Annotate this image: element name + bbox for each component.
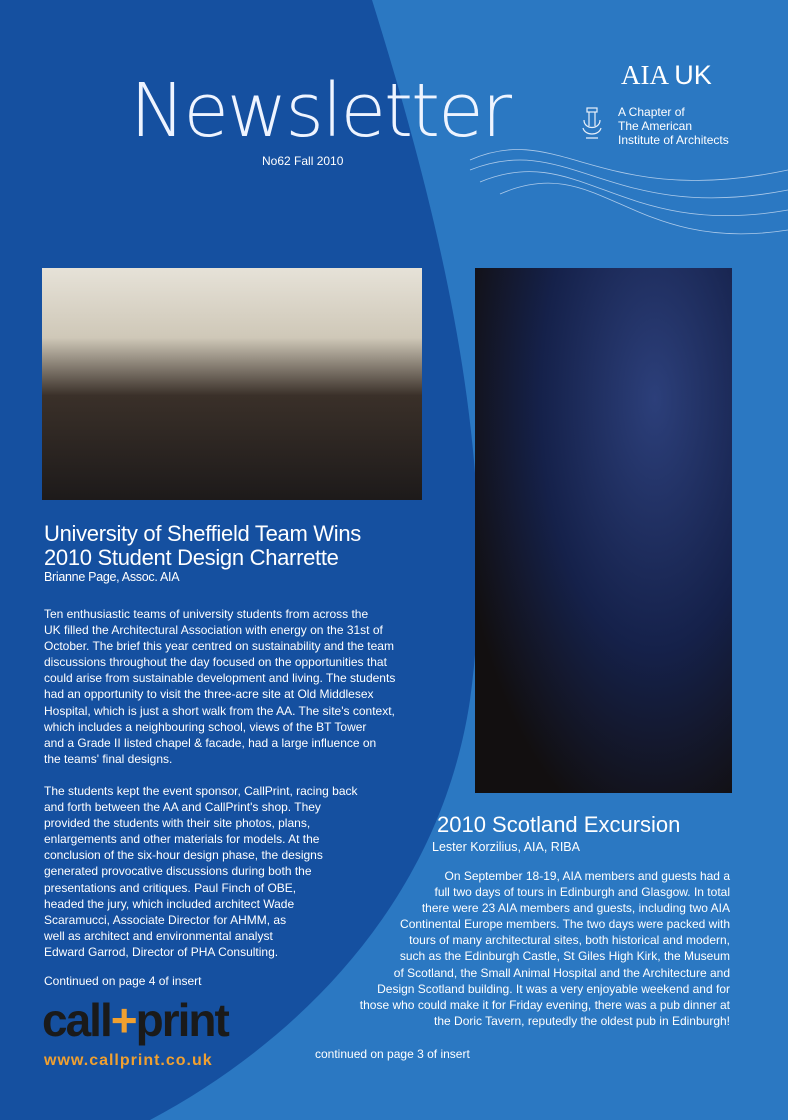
callprint-url[interactable]: www.callprint.co.uk (44, 1052, 213, 1069)
cathedral-ceiling-photo (475, 268, 732, 793)
text-line: Continental Europe members. The two days were packed with (400, 917, 730, 932)
text-line: Design Scotland building. It was a very enjoyable weekend and for (377, 981, 730, 996)
text-line: well as architect and environmental analyst (44, 928, 273, 943)
text-line: and a Grade II listed chapel & facade, had a large influence on (44, 735, 377, 750)
text-line: and forth between the AA and CallPrint's shop. They (44, 800, 321, 815)
text-line: October. The brief this year centred on sustainability and the team (44, 639, 394, 654)
tagline-line: A Chapter of (618, 105, 685, 119)
text-line: Ten enthusiastic teams of university students from across the (44, 607, 369, 621)
text-line: full two days of tours in Edinburgh and Glasgow. In total (434, 885, 730, 900)
team-photo (42, 268, 422, 500)
article1-headline (44, 522, 361, 585)
aia-seal-icon (580, 106, 604, 144)
text-line: Scaramucci, Associate Director for AHMM, as (44, 912, 287, 927)
article2-byline: Lester Korzilius, AIA, RIBA (432, 840, 580, 854)
text-line: tours of many architectural sites, both historical and modern, (409, 933, 730, 948)
text-line: UK filled the Architectural Association with energy on the 31st of (44, 623, 383, 638)
text-line: Edward Garrod, Director of PHA Consulting. (44, 944, 279, 959)
article2-continued: continued on page 3 of insert (315, 1047, 470, 1061)
tagline-line: The American (618, 119, 693, 133)
issue-number: No62 Fall 2010 (262, 154, 344, 168)
text-line: of Scotland, the Small Animal Hospital and the Architecture and (393, 965, 730, 980)
article1-byline: Brianne Page, Assoc. AIA (44, 570, 180, 584)
headline-line: 2010 Student Design Charrette (44, 545, 339, 570)
text-line: provided the students with their site photos, plans, (44, 816, 311, 831)
text-line: the Doric Tavern, reputedly the oldest pub in Edinburgh! (434, 1013, 730, 1028)
org-name: AIA (621, 60, 668, 90)
article1-body (44, 606, 414, 960)
logo-part: call (42, 994, 111, 1046)
org-region: UK (674, 60, 712, 90)
text-line: could arise from sustainable development and living. The students (44, 671, 396, 686)
article2-body (360, 868, 730, 1029)
article2-headline: 2010 Scotland Excursion (437, 812, 681, 837)
article1-continued: Continued on page 4 of insert (44, 974, 202, 988)
callprint-logo: call+print (42, 994, 228, 1046)
text-line: discussions throughout the day focused on the opportunities that (44, 655, 387, 670)
text-line: Hospital, which is just a short walk from the AA. The site's context, (44, 703, 395, 718)
text-line: had an opportunity to visit the three-acre site at Old Middlesex (44, 687, 374, 702)
text-line: The students kept the event sponsor, CallPrint, racing back (44, 783, 358, 798)
aia-uk-logo (621, 60, 712, 90)
text-line: the teams' final designs. (44, 751, 173, 766)
text-line: there were 23 AIA members and guests, including two AIA (421, 901, 730, 916)
text-line: those who could make it for Friday evening, there was a pub dinner at (359, 997, 730, 1012)
text-line: enlargements and other materials for models. At the (44, 832, 320, 847)
headline-line: University of Sheffield Team Wins (44, 521, 361, 546)
text-line: conclusion of the six-hour design phase, the designs (44, 848, 323, 863)
logo-part: print (135, 994, 228, 1046)
paragraph-gap (44, 767, 414, 783)
text-line: such as the Edinburgh Castle, St Giles High Kirk, the Museum (399, 949, 730, 964)
org-tagline (618, 105, 729, 147)
tagline-line: Institute of Architects (618, 133, 729, 147)
text-line: headed the jury, which included architect Wade (44, 896, 295, 911)
text-line: presentations and critiques. Paul Finch of OBE, (44, 880, 297, 895)
newsletter-title: Newsletter (130, 68, 511, 154)
text-line: which includes a neighbouring school, views of the BT Tower (44, 719, 367, 734)
text-line: generated provocative discussions during both the (44, 864, 312, 879)
text-line: On September 18-19, AIA members and guests had a (444, 869, 730, 883)
